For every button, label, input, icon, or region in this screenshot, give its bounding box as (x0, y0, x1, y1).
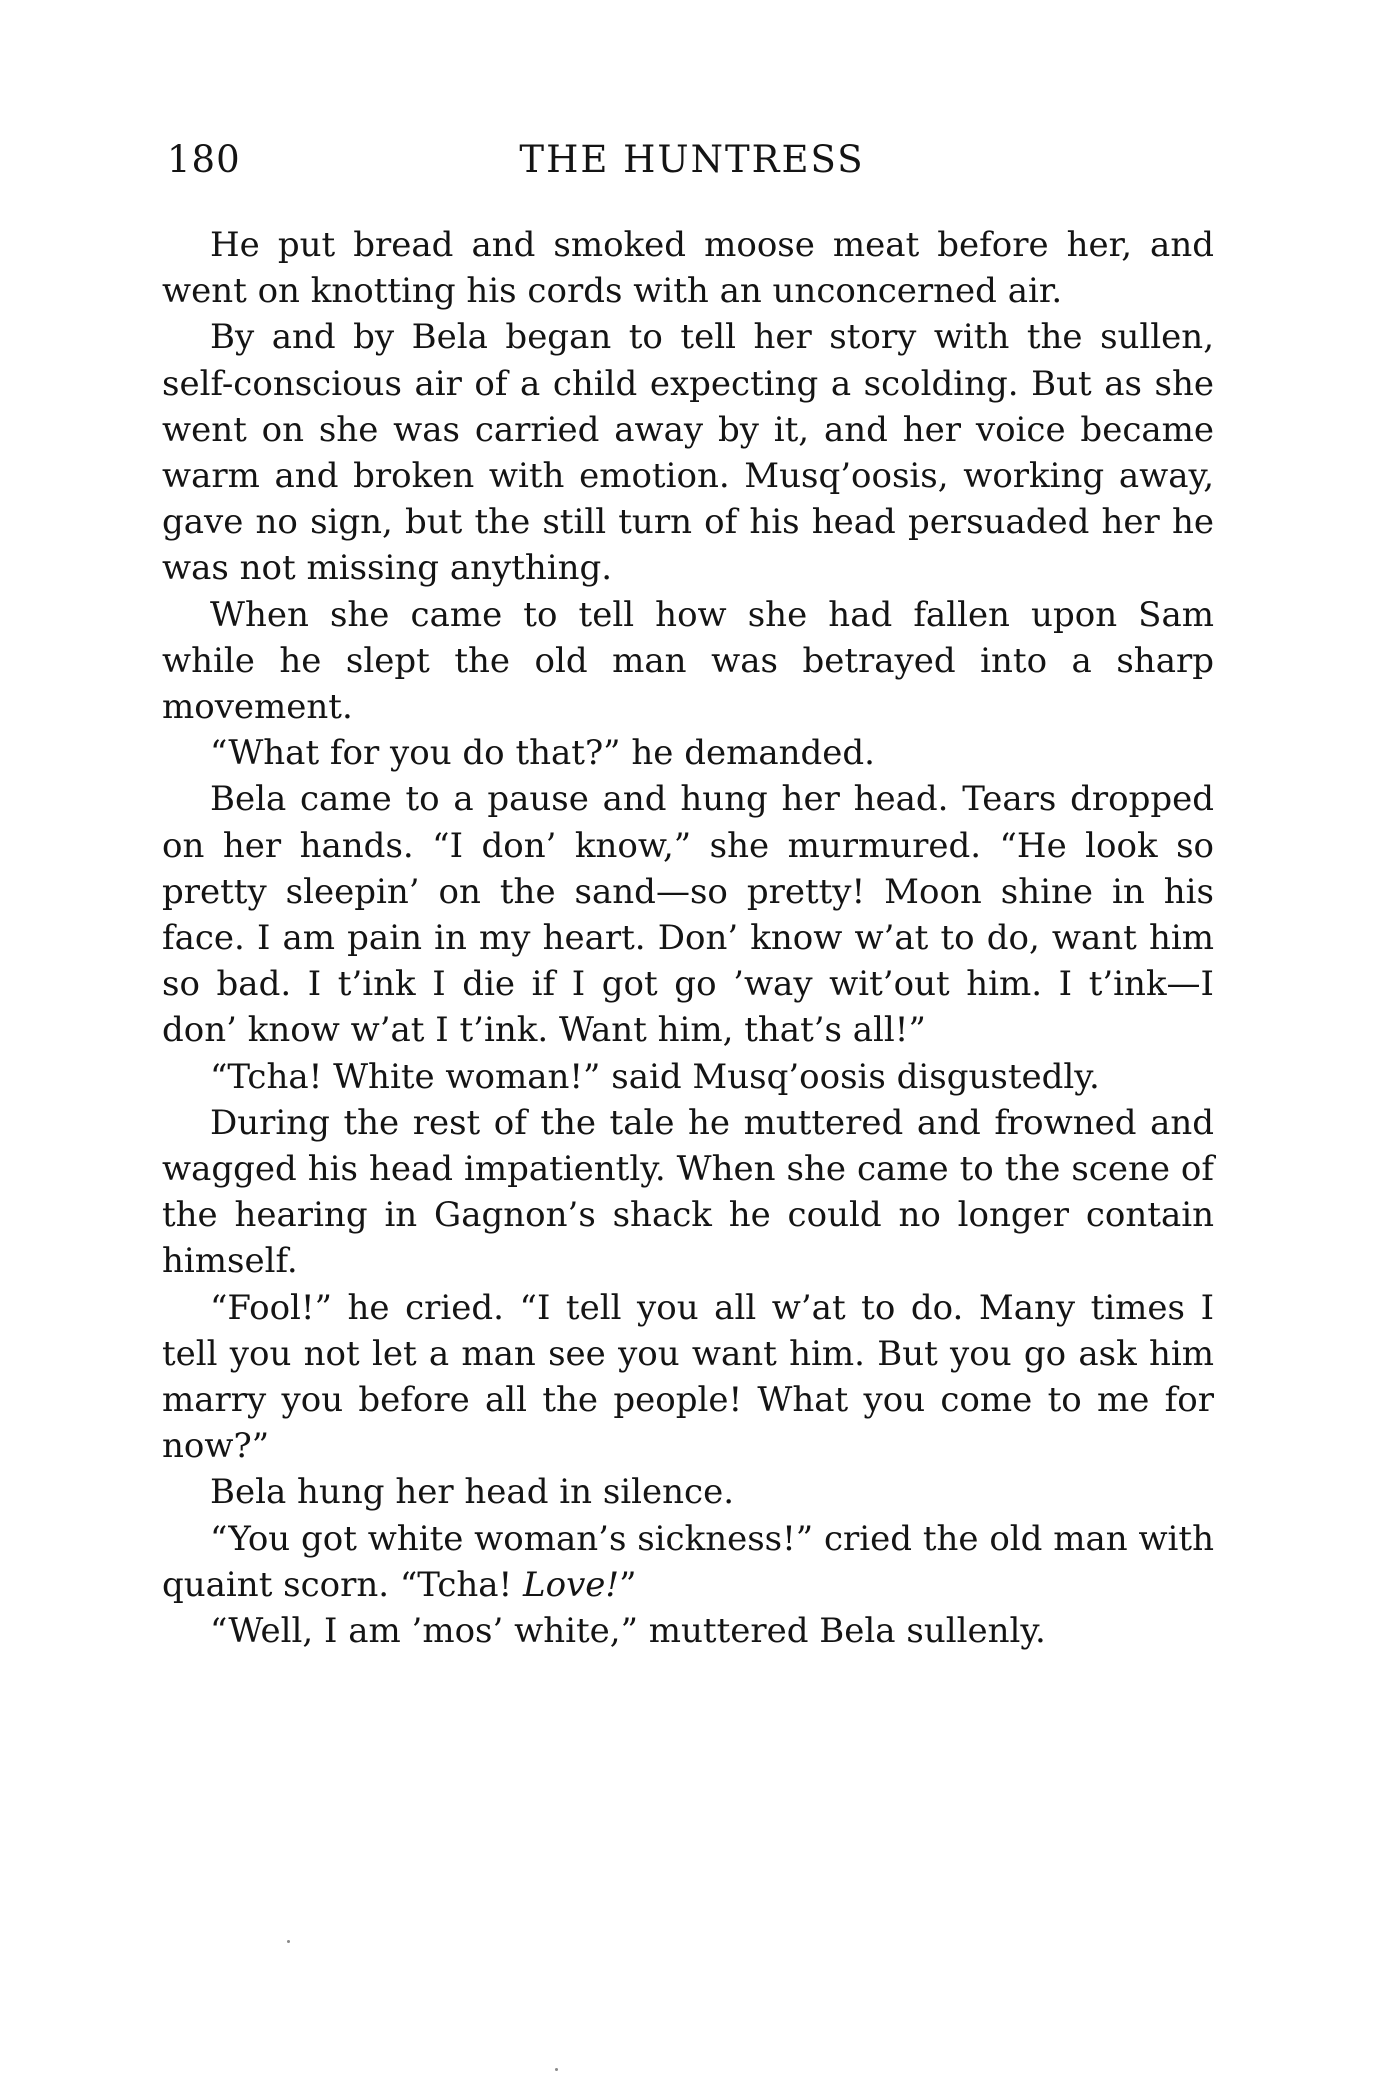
paper-speck (555, 2068, 558, 2071)
paragraph: During the rest of the tale he muttered and frowned and wagged his head impatiently. When she came to the scene of the hearing in Gagnon’s shack he could no longer contain himself. (162, 1102, 1214, 1282)
body-text (162, 222, 1214, 1654)
paper-speck (287, 1940, 290, 1943)
paragraph-text: ” (619, 1564, 637, 1605)
paragraph: He put bread and smoked moose meat before her, and went on knotting his cords with an unconcerned air. (162, 225, 1214, 312)
emphasized-text: Love! (523, 1564, 620, 1605)
page-header (167, 138, 1217, 184)
paragraph-text: “You got white woman’s sickness!” cried the old man with quaint scorn. “Tcha! (162, 1518, 1214, 1605)
paragraph: “Tcha! White woman!” said Musq’oosis disgustedly. (210, 1056, 1100, 1097)
paragraph: By and by Bela began to tell her story with the sullen, self-conscious air of a child expecting a scolding. But as she went on she was carried away by it, and her voice became warm and broken with emotion. Musq’oosis, working away, gave no sign, but the still turn of his head persuaded her he was not missing anything. (162, 317, 1214, 589)
paragraph (162, 1516, 1214, 1608)
paragraph: “Well, I am ’mos’ white,” muttered Bela sullenly. (210, 1611, 1046, 1652)
paragraph: Bela came to a pause and hung her head. Tears dropped on her hands. “I don’ know,” she murmured. “He look so pretty sleepin’ on the sand—so pretty! Moon shine in his face. I am pain in my heart. Don’ know w’at to do, want him so bad. I t’ink I die if I got go ’way wit’out him. I t’ink—I don’ know w’at I t’ink. Want him, that’s all!” (162, 779, 1214, 1051)
page-number: 180 (167, 138, 241, 181)
paragraph: Bela hung her head in silence. (210, 1472, 735, 1513)
running-head: THE HUNTRESS (519, 138, 865, 181)
paragraph: When she came to tell how she had fallen upon Sam while he slept the old man was betrayed into a sharp movement. (162, 594, 1214, 728)
paragraph: “Fool!” he cried. “I tell you all w’at to do. Many times I tell you not let a man see you want him. But you go ask him marry you before all the people! What you come to me for now?” (162, 1287, 1214, 1467)
paragraph: “What for you do that?” he demanded. (210, 733, 875, 774)
